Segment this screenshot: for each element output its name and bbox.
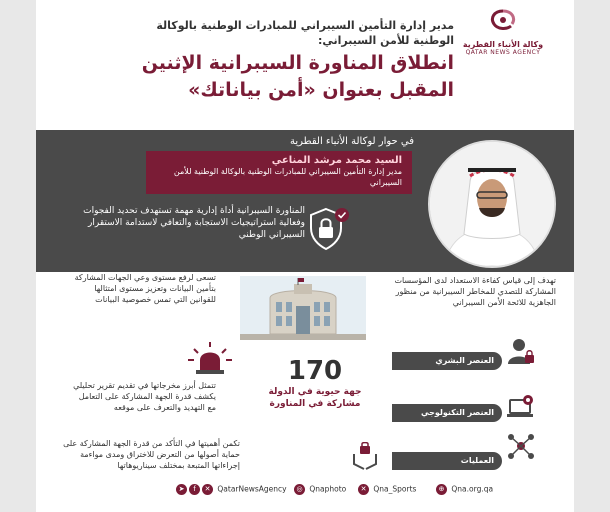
output-paragraph: تتمثل أبرز مخرجاتها في تقديم تقرير تحليلي يكشف قدرة الجهة المشاركة على التعامل مع التهديد والتعرف على موقعه <box>73 381 216 412</box>
element-technology: العنصر التكنولوجي <box>392 404 502 422</box>
laptop-gear-icon <box>506 392 536 422</box>
footer-social-qna[interactable]: ➤ f ✕ QatarNewsAgency <box>176 484 287 495</box>
official-quote: المناورة السيبرانية أداة إدارية مهمة تستهدف تحديد الفجوات وفعالية استراتيجيات الاستجابة والتعافي لاستدامة الاستقرار السيبراني الوطني <box>83 206 305 240</box>
official-portrait <box>428 140 556 268</box>
subheading: مدير إدارة التأمين السيبراني للمبادرات الوطنية بالوكالة الوطنية للأمن السيبراني: <box>156 19 454 47</box>
facebook-icon: f <box>189 484 200 495</box>
footer-sports[interactable]: ✕ Qna_Sports <box>358 484 416 495</box>
building-illustration <box>240 276 366 340</box>
footer-website[interactable]: ⊕ Qna.org.qa <box>436 484 493 495</box>
footer-photo[interactable]: ◎ Qnaphoto <box>294 484 346 495</box>
official-name: السيد محمد مرشد المناعي <box>271 155 402 166</box>
element-human: العنصر البشري <box>392 352 502 370</box>
shield-lock-icon <box>308 206 350 252</box>
globe-icon: ⊕ <box>436 484 447 495</box>
headline: انطلاق المناورة السيبرانية الإثنين المقبل بعنوان «أمن بياناتك» <box>141 52 454 101</box>
x-sports-icon: ✕ <box>358 484 369 495</box>
telegram-icon: ➤ <box>176 484 187 495</box>
official-position: مدير إدارة التأمين السيبراني للمبادرات الوطنية بالوكالة الوطنية للأمن السيبراني <box>173 167 402 187</box>
participants-count: 170 <box>287 356 343 386</box>
user-lock-icon <box>506 336 536 366</box>
logo-english-text: QATAR NEWS AGENCY <box>465 49 541 56</box>
name-card <box>146 151 412 194</box>
interview-heading: في حوار لوكالة الأنباء القطرية <box>290 136 414 147</box>
participants-label: جهة حيوية في الدولة مشاركة في المناورة <box>268 387 362 409</box>
portrait-illustration <box>430 142 554 266</box>
siren-icon <box>186 340 234 376</box>
element-operations: العمليات <box>392 452 502 470</box>
social-footer <box>36 478 574 502</box>
x-icon: ✕ <box>202 484 213 495</box>
goal-paragraph-readiness: تهدف إلى قياس كفاءة الاستعداد لدى المؤسسات المشاركة للتصدي للمخاطر السيبرانية من منظور الجاهزية للائحة الأمن السيبراني <box>394 276 556 307</box>
logo-arabic-text: وكالة الأنباء القطرية <box>462 40 544 49</box>
importance-paragraph: تكمن أهميتها في التأكد من قدرة الجهة المشاركة على حماية أصولها من التعرض للاختراق ومدى مواءمة إجراءاتها المتبعة بمختلف سيناريوهاتها <box>63 439 240 470</box>
qna-logo <box>448 8 558 60</box>
infographic <box>36 0 574 512</box>
qna-logo-icon <box>484 8 522 34</box>
protecting-hands-icon <box>352 442 378 470</box>
goal-paragraph-awareness: تسعى لرفع مستوى وعي الجهات المشاركة بتأمين البيانات وتعزيز مستوى امتثالها للقوانين التي تمس خصوصية البيانات <box>74 273 216 304</box>
network-icon <box>506 432 536 462</box>
instagram-icon: ◎ <box>294 484 305 495</box>
